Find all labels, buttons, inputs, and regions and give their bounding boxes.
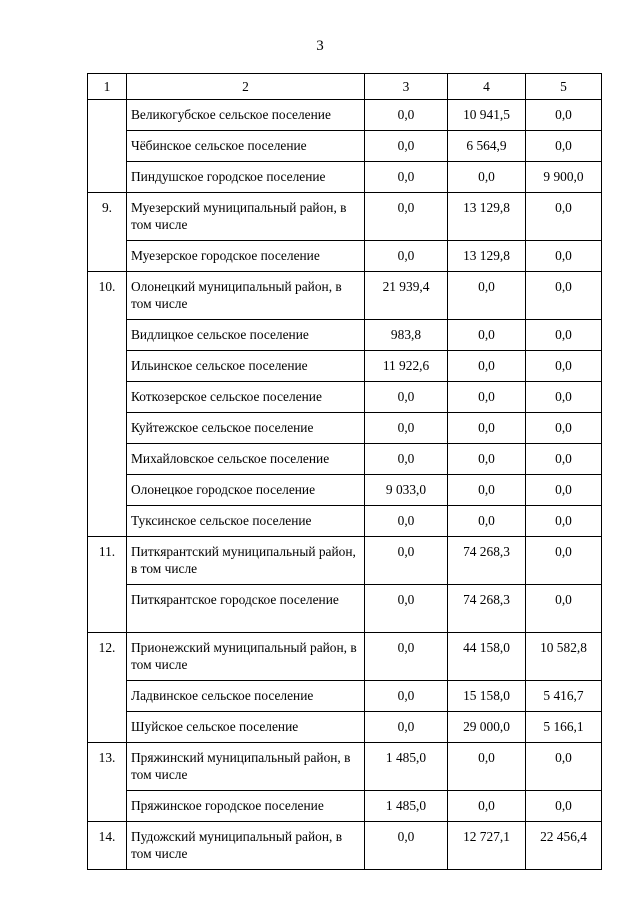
value-col3: 1 485,0 <box>365 743 448 791</box>
value-col5: 0,0 <box>526 193 602 241</box>
value-col4: 0,0 <box>448 791 526 822</box>
value-col3: 0,0 <box>365 822 448 870</box>
table-row <box>88 791 602 822</box>
value-col3: 0,0 <box>365 537 448 585</box>
column-header: 2 <box>127 74 365 100</box>
value-col3: 0,0 <box>365 506 448 537</box>
municipality-name: Чёбинское сельское поселение <box>127 131 365 162</box>
municipality-name: Михайловское сельское поселение <box>127 444 365 475</box>
municipality-name: Муезерское городское поселение <box>127 241 365 272</box>
value-col4: 6 564,9 <box>448 131 526 162</box>
value-col3: 21 939,4 <box>365 272 448 320</box>
table-row <box>88 743 602 791</box>
value-col3: 0,0 <box>365 382 448 413</box>
value-col4: 0,0 <box>448 506 526 537</box>
column-header: 1 <box>88 74 127 100</box>
value-col3: 9 033,0 <box>365 475 448 506</box>
value-col4: 15 158,0 <box>448 681 526 712</box>
row-number: 14. <box>88 822 127 870</box>
value-col4: 13 129,8 <box>448 241 526 272</box>
value-col5: 5 416,7 <box>526 681 602 712</box>
value-col4: 0,0 <box>448 162 526 193</box>
value-col3: 0,0 <box>365 413 448 444</box>
page-number: 3 <box>316 38 324 54</box>
municipality-name: Ильинское сельское поселение <box>127 351 365 382</box>
value-col3: 0,0 <box>365 162 448 193</box>
value-col5: 0,0 <box>526 475 602 506</box>
column-header: 3 <box>365 74 448 100</box>
municipality-name: Пряжинский муниципальный район, в том числе <box>127 743 365 791</box>
value-col3: 0,0 <box>365 633 448 681</box>
value-col4: 74 268,3 <box>448 585 526 633</box>
value-col3: 11 922,6 <box>365 351 448 382</box>
value-col5: 0,0 <box>526 791 602 822</box>
value-col4: 0,0 <box>448 475 526 506</box>
table-row <box>88 822 602 870</box>
value-col5: 0,0 <box>526 272 602 320</box>
value-col3: 0,0 <box>365 193 448 241</box>
value-col3: 0,0 <box>365 100 448 131</box>
row-number: 12. <box>88 633 127 743</box>
table-row <box>88 100 602 131</box>
value-col5: 0,0 <box>526 351 602 382</box>
value-col3: 0,0 <box>365 131 448 162</box>
municipality-name: Олонецкое городское поселение <box>127 475 365 506</box>
value-col5: 22 456,4 <box>526 822 602 870</box>
value-col4: 10 941,5 <box>448 100 526 131</box>
table-row <box>88 444 602 475</box>
value-col5: 10 582,8 <box>526 633 602 681</box>
value-col4: 0,0 <box>448 320 526 351</box>
row-number: 11. <box>88 537 127 633</box>
table-row <box>88 241 602 272</box>
value-col4: 0,0 <box>448 444 526 475</box>
municipality-name: Видлицкое сельское поселение <box>127 320 365 351</box>
municipality-name: Питкярантский муниципальный район, в том числе <box>127 537 365 585</box>
value-col5: 0,0 <box>526 100 602 131</box>
table-row <box>88 382 602 413</box>
budget-table <box>87 73 602 870</box>
value-col4: 74 268,3 <box>448 537 526 585</box>
value-col4: 12 727,1 <box>448 822 526 870</box>
municipality-name: Прионежский муниципальный район, в том числе <box>127 633 365 681</box>
table-row <box>88 272 602 320</box>
municipality-name: Шуйское сельское поселение <box>127 712 365 743</box>
municipality-name: Коткозерское сельское поселение <box>127 382 365 413</box>
value-col5: 0,0 <box>526 444 602 475</box>
table-row <box>88 506 602 537</box>
value-col5: 0,0 <box>526 537 602 585</box>
value-col3: 983,8 <box>365 320 448 351</box>
value-col3: 0,0 <box>365 241 448 272</box>
value-col3: 1 485,0 <box>365 791 448 822</box>
municipality-name: Пиндушское городское поселение <box>127 162 365 193</box>
value-col5: 9 900,0 <box>526 162 602 193</box>
table-row <box>88 537 602 585</box>
value-col3: 0,0 <box>365 712 448 743</box>
table-row <box>88 162 602 193</box>
value-col4: 0,0 <box>448 272 526 320</box>
municipality-name: Пряжинское городское поселение <box>127 791 365 822</box>
value-col4: 13 129,8 <box>448 193 526 241</box>
municipality-name: Великогубское сельское поселение <box>127 100 365 131</box>
value-col3: 0,0 <box>365 444 448 475</box>
value-col4: 29 000,0 <box>448 712 526 743</box>
column-header: 4 <box>448 74 526 100</box>
row-number <box>88 100 127 193</box>
table-row <box>88 131 602 162</box>
municipality-name: Пудожский муниципальный район, в том числе <box>127 822 365 870</box>
row-number: 10. <box>88 272 127 537</box>
table-row <box>88 475 602 506</box>
municipality-name: Питкярантское городское поселение <box>127 585 365 633</box>
value-col5: 0,0 <box>526 241 602 272</box>
table-row <box>88 712 602 743</box>
table-header-row <box>88 74 602 100</box>
municipality-name: Муезерский муниципальный район, в том числе <box>127 193 365 241</box>
row-number: 13. <box>88 743 127 822</box>
value-col5: 0,0 <box>526 585 602 633</box>
value-col5: 0,0 <box>526 320 602 351</box>
municipality-name: Куйтежское сельское поселение <box>127 413 365 444</box>
value-col3: 0,0 <box>365 585 448 633</box>
municipality-name: Туксинское сельское поселение <box>127 506 365 537</box>
value-col4: 0,0 <box>448 382 526 413</box>
value-col4: 0,0 <box>448 413 526 444</box>
value-col5: 0,0 <box>526 131 602 162</box>
value-col4: 0,0 <box>448 351 526 382</box>
table-row <box>88 320 602 351</box>
value-col5: 0,0 <box>526 382 602 413</box>
municipality-name: Ладвинское сельское поселение <box>127 681 365 712</box>
table-body <box>88 74 602 870</box>
value-col4: 44 158,0 <box>448 633 526 681</box>
value-col5: 0,0 <box>526 413 602 444</box>
row-number: 9. <box>88 193 127 272</box>
table-row <box>88 413 602 444</box>
table-row <box>88 681 602 712</box>
table-row <box>88 351 602 382</box>
column-header: 5 <box>526 74 602 100</box>
value-col4: 0,0 <box>448 743 526 791</box>
table-row <box>88 585 602 633</box>
table-row <box>88 193 602 241</box>
municipality-name: Олонецкий муниципальный район, в том числе <box>127 272 365 320</box>
value-col3: 0,0 <box>365 681 448 712</box>
table-row <box>88 633 602 681</box>
value-col5: 0,0 <box>526 506 602 537</box>
value-col5: 0,0 <box>526 743 602 791</box>
value-col5: 5 166,1 <box>526 712 602 743</box>
